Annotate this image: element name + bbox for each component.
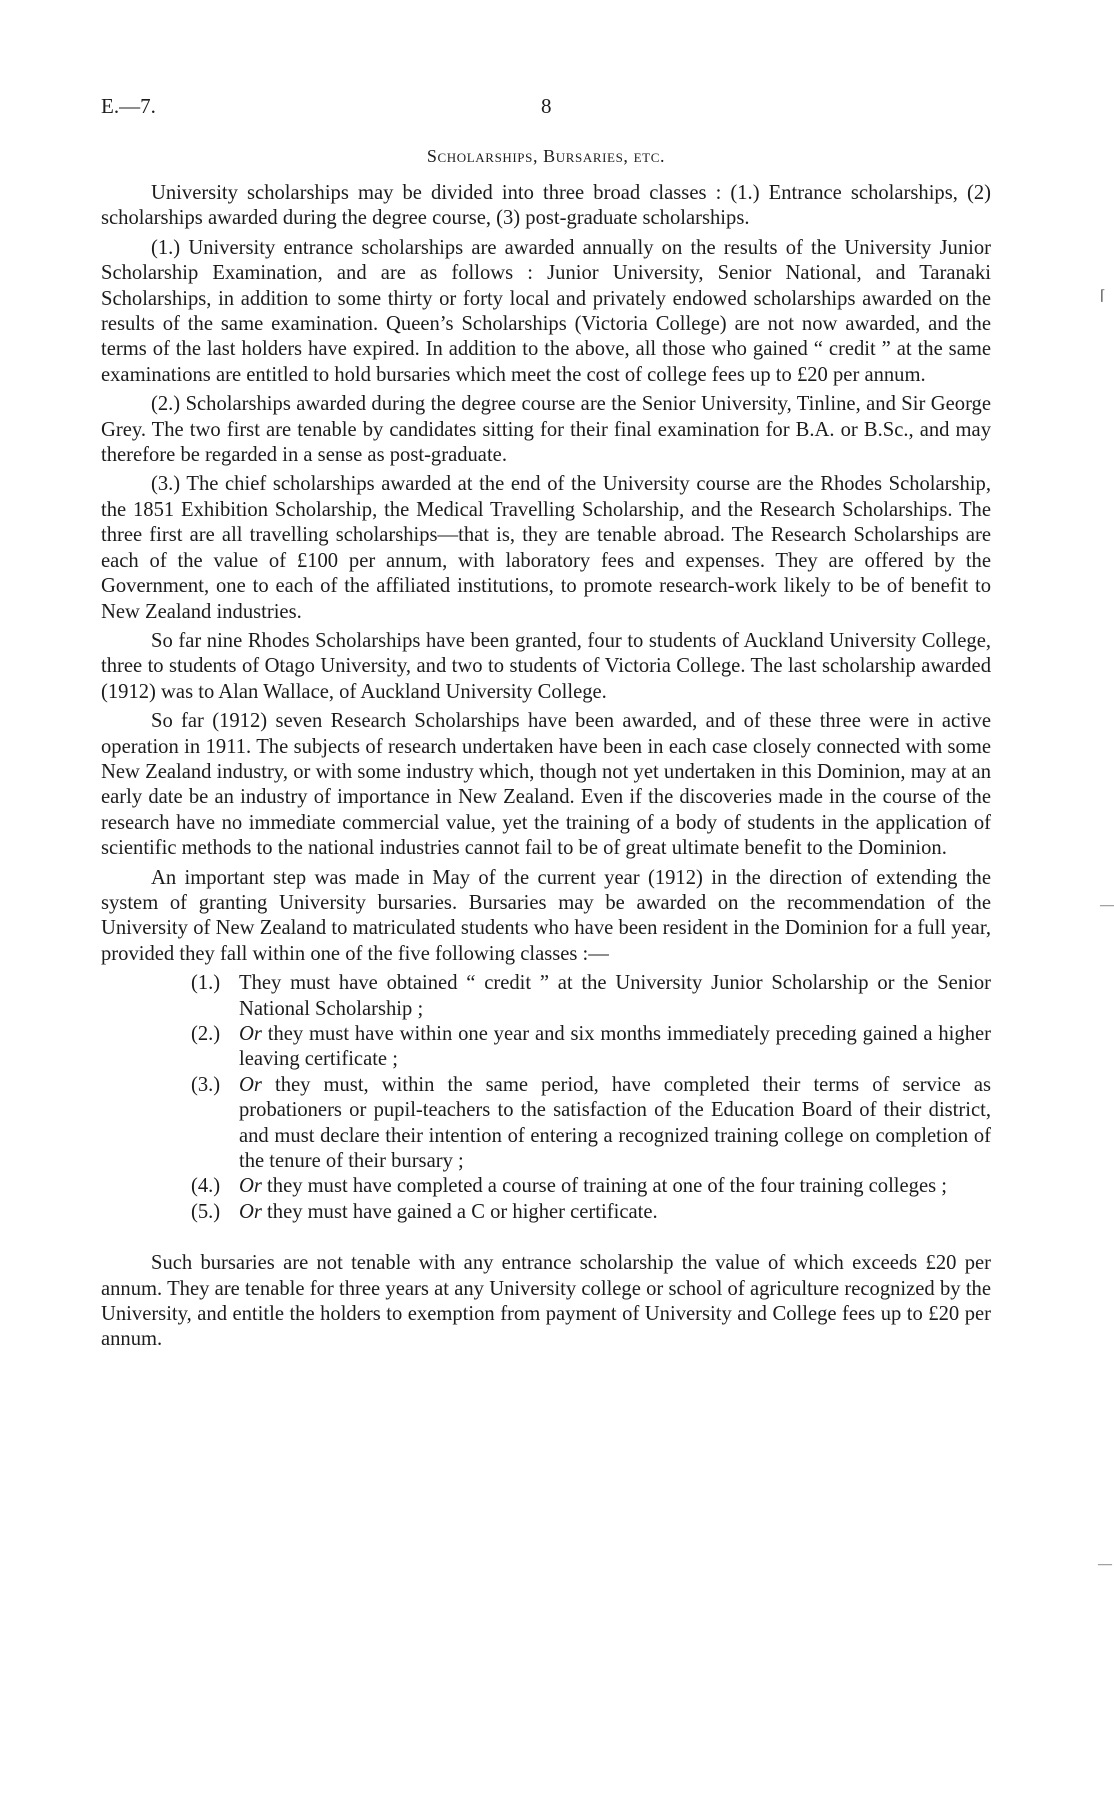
- scan-mark: —: [1100, 898, 1114, 913]
- list-item-text: [239, 1174, 991, 1199]
- list-item-body: they must have gained a C or higher certificate.: [267, 1200, 658, 1223]
- scan-mark: —: [1098, 1557, 1112, 1572]
- list-item-lead: Or: [239, 1023, 262, 1045]
- paragraph-closing: Such bursaries are not tenable with any entrance scholarship the value of which exceeds £20 per annum. They are tenable for three years at any University college or school of agriculture recognized by the University, and entitle the holders to exemption from payment of University and College fees up to £20 per annum.: [101, 1252, 991, 1351]
- list-item: [101, 971, 991, 1022]
- list-item-lead: Or: [239, 1175, 262, 1198]
- list-item-number: (1.): [191, 972, 221, 995]
- list-item: [101, 1022, 991, 1073]
- paragraph-rhodes-scholarships: So far nine Rhodes Scholarships have been granted, four to students of Auckland University College, three to students of Otago University, and two to students of Victoria College. The last scholarship awarded (1912) was to Alan Wallace, of Auckland University College.: [101, 629, 991, 703]
- paragraph-intro: University scholarships may be divided into three broad classes : (1.) Entrance scholarships, (2) scholarships awarded during the degree course, (3) post-graduate scholarships.: [101, 182, 991, 230]
- list-item-text: [239, 1022, 991, 1073]
- list-item-text: [239, 971, 991, 1022]
- list-item-body: they must have within one year and six months immediately preceding gained a higher leaving certificate ;: [239, 1023, 991, 1071]
- document-body: [101, 181, 991, 1357]
- list-item: [101, 1073, 991, 1175]
- paragraph-postgraduate-scholarships: (3.) The chief scholarships awarded at the end of the University course are the Rhodes Scholarship, the 1851 Exhibition Scholarship, the Medical Travelling Scholarship, and the Research Scholarships. The three first are all travelling scholarships—that is, they are tenable abroad. The Research Scholarships are each of the value of £100 per annum, with laboratory fees and expenses. They are offered by the Government, one to each of the affiliated institutions, to promote research-work likely to be of benefit to New Zealand industries.: [101, 473, 991, 623]
- list-item: [101, 1174, 991, 1199]
- running-header: [101, 94, 991, 124]
- paragraph-research-scholarships: So far (1912) seven Research Scholarships have been awarded, and of these three were in active operation in 1911. The subjects of research undertaken have been in each case closely connected with some New Zealand industry, or with some industry which, though not yet undertaken in this Dominion, may at an early date be an industry of importance in New Zealand. Even if the discoveries made in the course of the research have no immediate commercial value, yet the training of a body of students in the application of scientific methods to the national industries cannot fail to be of great ultimate benefit to the Dominion.: [101, 710, 991, 860]
- list-item-number: (4.): [191, 1175, 221, 1198]
- list-item-body: they must, within the same period, have completed their terms of service as probationers or pupil-teachers to the satisfaction of the Education Board of their district, and must declare their intention of entering a recognized training college on completion of the tenure of their bursary ;: [239, 1073, 992, 1173]
- paragraph-entrance-scholarships: (1.) University entrance scholarships are awarded annually on the results of the University Junior Scholarship Examination, and are as follows : Junior University, Senior National, and Taranaki Scholarships, in addition to some thirty or forty local and privately endowed scholarships awarded on the results of the same examination. Queen’s Scholarships (Victoria College) are not now awarded, and the terms of the last holders have expired. In addition to the above, all those who gained “ credit ” at the same examinations are entitled to hold bursaries which meet the cost of college fees up to £20 per annum.: [101, 236, 991, 386]
- list-item-lead: Or: [239, 1200, 262, 1223]
- paragraph-bursaries: An important step was made in May of the current year (1912) in the direction of extending the system of granting University bursaries. Bursaries may be awarded on the recommendation of the University of New Zealand to matriculated students who have been resident in the Dominion for a full year, provided they fall within one of the five following classes :—: [101, 866, 991, 965]
- bursary-conditions-list: [101, 971, 991, 1225]
- scan-mark: ⌈: [1100, 289, 1106, 304]
- list-item-text: [239, 1073, 991, 1175]
- list-item-body: They must have obtained “ credit ” at the University Junior Scholarship or the Senior National Scholarship ;: [239, 972, 991, 1020]
- paragraph-degree-scholarships: (2.) Scholarships awarded during the degree course are the Senior University, Tinline, and Sir George Grey. The two first are tenable by candidates sitting for their final examination for B.A. or B.Sc., and may therefore be regarded in a sense as post-graduate.: [101, 393, 991, 467]
- list-item-number: (2.): [191, 1023, 221, 1045]
- list-item-text: [239, 1200, 991, 1225]
- list-item-number: (5.): [191, 1200, 221, 1223]
- section-title: Scholarships, Bursaries, etc.: [426, 146, 666, 166]
- document-reference: E.—7.: [101, 94, 156, 118]
- list-item-number: (3.): [191, 1073, 221, 1096]
- page-number: 8: [541, 94, 552, 118]
- list-item-lead: Or: [239, 1073, 262, 1096]
- list-item-body: they must have completed a course of training at one of the four training colleges ;: [267, 1175, 947, 1198]
- list-item: [101, 1200, 991, 1225]
